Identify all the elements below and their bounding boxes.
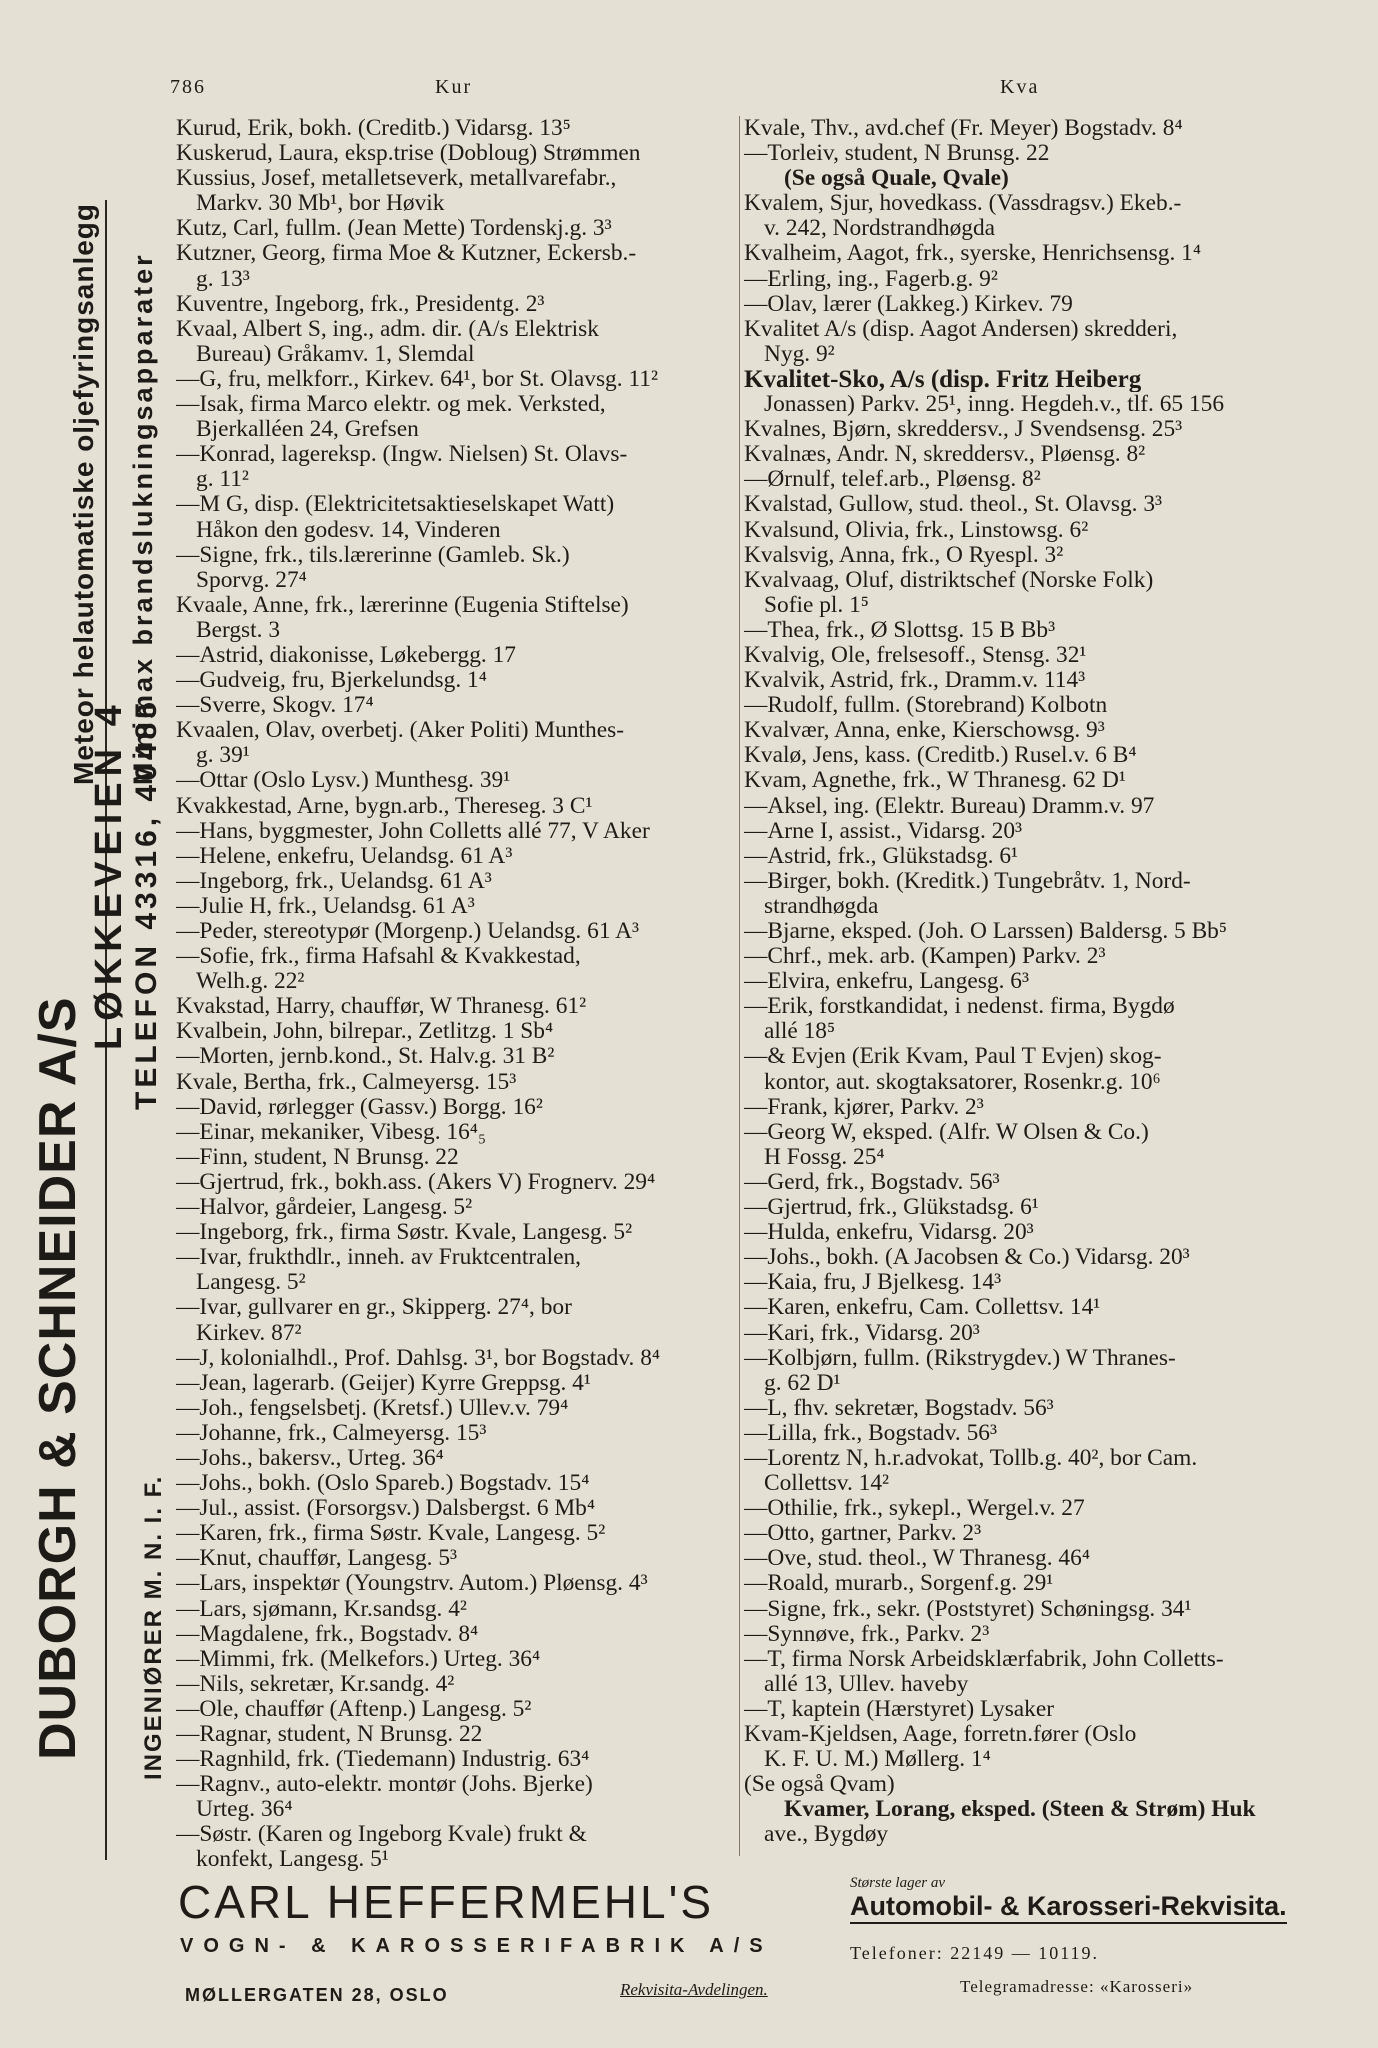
entry-line: —Hulda, enkefru, Vidarsg. 20³ [744, 1220, 1034, 1246]
entry-line: Kvaalen, Olav, overbetj. (Aker Politi) Munthes- [176, 718, 624, 744]
entry-line: —Lars, inspektør (Youngstrv. Autom.) Pløensg. 4³ [176, 1571, 648, 1597]
entry-line: —Sofie, frk., firma Hafsahl & Kvakkestad, [176, 944, 581, 970]
entry-line: —Chrf., mek. arb. (Kampen) Parkv. 2³ [744, 944, 1106, 970]
side-ad-lokkeveien: LØKKEVEIEN 4 [88, 699, 130, 1050]
entry-line: Kvaal, Albert S, ing., adm. dir. (A/s Elektrisk [176, 316, 599, 342]
entry-line: Kvalbein, John, bilrepar., Zetlitzg. 1 Sb⁴ [176, 1019, 554, 1045]
entry-line: Urteg. 36⁴ [196, 1797, 293, 1823]
side-ad-duborgh: DUBORGH & SCHNEIDER A/S [29, 996, 87, 1760]
ad-company-sub: VOGN- & KAROSSERIFABRIK A/S [180, 1935, 773, 1957]
entry-line: Kvalsund, Olivia, frk., Linstowsg. 6² [744, 517, 1089, 543]
entry-line: allé 13, Ullev. haveby [764, 1671, 969, 1697]
entry-line: Bergst. 3 [196, 617, 281, 643]
entry-line: —T, firma Norsk Arbeidsklærfabrik, John Colletts- [744, 1646, 1224, 1672]
entry-line: —Morten, jernb.kond., St. Halv.g. 31 B² [176, 1044, 555, 1070]
entry-line: —Ivar, gullvarer en gr., Skipperg. 27⁴, bor [176, 1295, 572, 1321]
entry-line: —Astrid, diakonisse, Løkebergg. 17 [176, 642, 516, 668]
entry-line: —Kari, frk., Vidarsg. 20³ [744, 1320, 980, 1346]
entry-line: —Astrid, frk., Glükstadsg. 6¹ [744, 843, 1019, 869]
entry-line: allé 18⁵ [764, 1019, 836, 1045]
entry-line: g. 13³ [196, 266, 250, 292]
entry-line: —Ole, chauffør (Aftenp.) Langesg. 5² [176, 1696, 532, 1722]
entry-line: Kvam-Kjeldsen, Aage, forretn.fører (Oslo [744, 1722, 1137, 1747]
entry-line: —Ivar, frukthdlr., inneh. av Fruktcentralen, [176, 1245, 582, 1271]
entry-line: Kvalvaag, Oluf, distriktschef (Norske Folk) [744, 567, 1154, 593]
entry-line: —Bjarne, eksped. (Joh. O Larssen) Baldersg. 5 Bb⁵ [744, 919, 1228, 944]
entry-line: H Fossg. 25⁴ [764, 1144, 885, 1170]
entry-line: —Lars, sjømann, Kr.sandsg. 4² [176, 1596, 467, 1622]
entry-line: Kvalnes, Bjørn, skreddersv., J Svendsensg. 25³ [744, 417, 1183, 443]
entry-line: —Thea, frk., Ø Slottsg. 15 B Bb³ [744, 617, 1056, 643]
entry-line: Collettsv. 14² [764, 1471, 890, 1497]
entry-line: —Knut, chauffør, Langesg. 5³ [176, 1546, 458, 1572]
entry-line: Kussius, Josef, metalletseverk, metallvarefabr., [176, 166, 617, 192]
entry-line: Kutz, Carl, fullm. (Jean Mette) Tordenskj.g. 3³ [176, 216, 612, 242]
entry-line: —Arne I, assist., Vidarsg. 20³ [744, 818, 1023, 844]
entry-line: —Ragnar, student, N Brunsg. 22 [176, 1722, 483, 1747]
entry-line: —Gerd, frk., Bogstadv. 56³ [744, 1169, 1000, 1195]
entry-line: —Ragnhild, frk. (Tiedemann) Industrig. 63⁴ [176, 1747, 590, 1773]
column-divider [739, 116, 740, 1856]
entry-line: —Elvira, enkefru, Langesg. 6³ [744, 969, 1030, 995]
entry-line: —Isak, firma Marco elektr. og mek. Verksted, [176, 392, 606, 418]
entry-line: —Hans, byggmester, John Colletts allé 77, V Aker [176, 818, 650, 844]
entry-line: —Ottar (Oslo Lysv.) Munthesg. 39¹ [176, 768, 511, 794]
entry-line: —Roald, murarb., Sorgenf.g. 29¹ [744, 1571, 1054, 1597]
entry-line: Nyg. 9² [764, 341, 835, 367]
entry-line: —Ragnv., auto-elektr. montør (Johs. Bjerke) [176, 1772, 593, 1798]
entry-line: Kvaale, Anne, frk., lærerinne (Eugenia Stiftelse) [176, 592, 629, 618]
entry-line: —Karen, frk., firma Søstr. Kvale, Langesg. 5² [176, 1521, 606, 1547]
entry-line: Kvakstad, Harry, chauffør, W Thranesg. 61² [176, 994, 587, 1020]
entry-line: Welh.g. 22² [196, 969, 305, 995]
entry-line: v. 242, Nordstrandhøgda [764, 216, 996, 242]
entry-line: kontor, aut. skogtaksatorer, Rosenkr.g. 10⁶ [764, 1069, 1161, 1095]
entry-line: Kvam, Agnethe, frk., W Thranesg. 62 D¹ [744, 768, 1126, 794]
entry-line: —Kaia, fru, J Bjelkesg. 14³ [744, 1270, 1002, 1296]
entry-line: —Signe, frk., tils.lærerinne (Gamleb. Sk.) [176, 542, 570, 568]
entry-line: Kutzner, Georg, firma Moe & Kutzner, Eckersb.- [176, 241, 637, 267]
entry-line: —Kolbjørn, fullm. (Rikstrygdev.) W Thranes- [744, 1345, 1176, 1371]
ad-company-name: CARL HEFFERMEHL'S [178, 1876, 715, 1928]
entry-line: —Einar, mekaniker, Vibesg. 16⁴₅ [176, 1119, 487, 1145]
entry-line: —Torleiv, student, N Brunsg. 22 [744, 141, 1050, 167]
entry-line: —Signe, frk., sekr. (Poststyret) Schøningsg. 34¹ [744, 1596, 1192, 1622]
entry-line: —Finn, student, N Brunsg. 22 [176, 1144, 459, 1170]
entry-line: Sofie pl. 1⁵ [764, 592, 869, 618]
entry-line: Kuventre, Ingeborg, frk., Presidentg. 2³ [176, 291, 545, 317]
entry-line: konfekt, Langesg. 5¹ [196, 1847, 389, 1873]
entry-line: g. 62 D¹ [764, 1370, 841, 1396]
entry-line: —Ørnulf, telef.arb., Pløensg. 8² [744, 467, 1041, 493]
bottom-advertisement [140, 1875, 1310, 2025]
entry-line: Markv. 30 Mb¹, bor Høvik [196, 191, 445, 217]
entry-line: —Birger, bokh. (Kreditk.) Tungebråtv. 1, Nord- [744, 868, 1191, 894]
entry-line: Kvakkestad, Arne, bygn.arb., Thereseg. 3 C¹ [176, 793, 593, 819]
entry-line: —Ingeborg, frk., Uelandsg. 61 A³ [176, 868, 492, 894]
ad-automobil: Automobil- & Karosseri-Rekvisita. [850, 1891, 1287, 1924]
entry-line: —Sverre, Skogv. 17⁴ [176, 693, 374, 719]
entry-line: Kvalstad, Gullow, stud. theol., St. Olavsg. 3³ [744, 492, 1163, 518]
entry-line: Kuskerud, Laura, eksp.trise (Dobloug) Strømmen [176, 141, 641, 167]
entry-line: —Jean, lagerarb. (Geijer) Kyrre Greppsg. 4¹ [176, 1370, 591, 1396]
entry-line: Kvalø, Jens, kass. (Creditb.) Rusel.v. 6 B⁴ [744, 743, 1137, 769]
entry-line: Kvalvig, Ole, frelsesoff., Stensg. 32¹ [744, 642, 1087, 668]
entry-line: g. 11² [196, 467, 249, 493]
entry-line: Jonassen) Parkv. 25¹, inng. Hegdeh.v., tlf. 65 156 [764, 392, 1225, 418]
entry-line: —Lilla, frk., Bogstadv. 56³ [744, 1420, 998, 1446]
entry-line: —Rudolf, fullm. (Storebrand) Kolbotn [744, 693, 1108, 719]
entry-line: Kvamer, Lorang, eksped. (Steen & Strøm) Huk [784, 1797, 1256, 1823]
entry-line: —Magdalene, frk., Bogstadv. 8⁴ [176, 1621, 479, 1647]
entry-line: —Gjertrud, frk., bokh.ass. (Akers V) Frognerv. 29⁴ [176, 1169, 656, 1195]
side-ad-meteor: Meteor helautomatiske oljefyringsanlegg [68, 202, 99, 785]
entry-line: Kurud, Erik, bokh. (Creditb.) Vidarsg. 13⁵ [176, 116, 571, 141]
entry-line: —Ingeborg, frk., firma Søstr. Kvale, Langesg. 5² [176, 1220, 633, 1246]
entry-line: —Søstr. (Karen og Ingeborg Kvale) frukt & [176, 1822, 587, 1848]
entry-line: —Aksel, ing. (Elektr. Bureau) Dramm.v. 97 [744, 793, 1155, 819]
entry-line: —J, kolonialhdl., Prof. Dahlsg. 3¹, bor Bogstadv. 8⁴ [176, 1345, 661, 1371]
entry-line: —Halvor, gårdeier, Langesg. 5² [176, 1195, 473, 1221]
entry-line: Langesg. 5² [196, 1270, 306, 1296]
entry-line: Kvalvik, Astrid, frk., Dramm.v. 114³ [744, 668, 1086, 694]
entry-line: —Peder, stereotypør (Morgenp.) Uelandsg. 61 A³ [176, 919, 639, 944]
entry-line: —Gudveig, fru, Bjerkelundsg. 1⁴ [176, 668, 487, 694]
entry-line: strandhøgda [764, 893, 879, 919]
ad-address: MØLLERGATEN 28, OSLO [185, 1985, 449, 2005]
entry-line: —Erik, forstkandidat, i nedenst. firma, Bygdø [744, 994, 1175, 1020]
entry-line: Kvalvær, Anna, enke, Kierschowsg. 9³ [744, 718, 1105, 744]
side-ad-minimax: Minimax brandslukningsapparater [128, 252, 158, 785]
entry-line: —Erling, ing., Fagerb.g. 9² [744, 266, 998, 292]
entry-line: Kvalitet-Sko, A/s (disp. Fritz Heiberg [744, 366, 1142, 393]
entry-line: Kvalheim, Aagot, frk., syerske, Henrichsensg. 1⁴ [744, 241, 1202, 267]
entry-line: Sporvg. 27⁴ [196, 567, 307, 593]
entry-line: (Se også Qvam) [744, 1772, 895, 1798]
ad-rekvisita: Rekvisita-Avdelingen. [620, 1980, 768, 1999]
entry-line: (Se også Quale, Qvale) [784, 166, 1009, 192]
ad-storste: Største lager av [850, 1875, 945, 1891]
entry-line: Håkon den godesv. 14, Vinderen [196, 517, 501, 543]
entry-line: —Karen, enkefru, Cam. Collettsv. 14¹ [744, 1295, 1101, 1321]
entry-line: —Ove, stud. theol., W Thranesg. 46⁴ [744, 1546, 1090, 1572]
entry-line: —Helene, enkefru, Uelandsg. 61 A³ [176, 843, 513, 869]
right-column [744, 116, 1314, 1847]
page-number: 786 [170, 76, 206, 98]
entry-line: —Julie H, frk., Uelandsg. 61 A³ [176, 893, 475, 919]
entry-line: ave., Bygdøy [764, 1822, 889, 1848]
entry-line: —Konrad, lagereksp. (Ingw. Nielsen) St. Olavs- [176, 442, 628, 468]
entry-line: —Otto, gartner, Parkv. 2³ [744, 1521, 982, 1547]
entry-line: —G, fru, melkforr., Kirkev. 64¹, bor St. Olavsg. 11² [176, 366, 658, 392]
entry-line: —& Evjen (Erik Kvam, Paul T Evjen) skog- [744, 1044, 1162, 1070]
entry-line: K. F. U. M.) Møllerg. 1⁴ [764, 1747, 991, 1773]
entry-line: —Mimmi, frk. (Melkefors.) Urteg. 36⁴ [176, 1646, 541, 1672]
entry-line: —David, rørlegger (Gassv.) Borgg. 16² [176, 1094, 543, 1120]
entry-line: Kirkev. 87² [196, 1320, 302, 1346]
entry-line: —Johs., bakersv., Urteg. 36⁴ [176, 1445, 444, 1471]
ad-telegram: Telegramadresse: «Karosseri» [960, 1977, 1194, 1996]
header-left-word: Kur [435, 76, 473, 98]
entry-line: —Synnøve, frk., Parkv. 2³ [744, 1621, 990, 1647]
entry-line: Bureau) Gråkamv. 1, Slemdal [196, 341, 475, 367]
entry-line: —Lorentz N, h.r.advokat, Tollb.g. 40², bor Cam. [744, 1445, 1198, 1471]
entry-line: —Jul., assist. (Forsorgsv.) Dalsbergst. 6 Mb⁴ [176, 1496, 596, 1522]
entry-line: —Othilie, frk., sykepl., Wergel.v. 27 [744, 1496, 1085, 1522]
side-ad-ingeniorer: INGENIØRER M. N. I. F. [140, 1474, 167, 1780]
entry-line: —Olav, lærer (Lakkeg.) Kirkev. 79 [744, 291, 1073, 317]
side-ad-telefon: TELEFON 43316, 40485 [130, 698, 163, 1110]
entry-line: —Gjertrud, frk., Glükstadsg. 6¹ [744, 1195, 1039, 1221]
entry-line: —T, kaptein (Hærstyret) Lysaker [744, 1696, 1055, 1722]
entry-line: g. 39¹ [196, 743, 250, 769]
entry-line: —L, fhv. sekretær, Bogstadv. 56³ [744, 1395, 1054, 1421]
entry-line: Bjerkalléen 24, Grefsen [196, 417, 419, 443]
header-right-word: Kva [1000, 76, 1040, 98]
entry-line: —Johs., bokh. (Oslo Spareb.) Bogstadv. 15⁴ [176, 1471, 590, 1497]
entry-line: —Georg W, eksped. (Alfr. W Olsen & Co.) [744, 1119, 1149, 1145]
entry-line: Kvalem, Sjur, hovedkass. (Vassdragsv.) Ekeb.- [744, 191, 1182, 217]
ad-telefoner: Telefoner: 22149 — 10119. [850, 1943, 1100, 1963]
entry-line: —Johanne, frk., Calmeyersg. 15³ [176, 1420, 487, 1446]
entry-line: —M G, disp. (Elektricitetsaktieselskapet Watt) [176, 492, 615, 518]
entry-line: —Johs., bokh. (A Jacobsen & Co.) Vidarsg. 20³ [744, 1245, 1190, 1271]
entry-line: Kvalnæs, Andr. N, skreddersv., Pløensg. 8² [744, 442, 1146, 468]
entry-line: Kvale, Bertha, frk., Calmeyersg. 15³ [176, 1069, 517, 1095]
left-column [176, 116, 736, 1873]
entry-line: —Frank, kjører, Parkv. 2³ [744, 1094, 984, 1120]
entry-line: Kvale, Thv., avd.chef (Fr. Meyer) Bogstadv. 8⁴ [744, 116, 1183, 141]
entry-line: —Joh., fengselsbetj. (Kretsf.) Ullev.v. 79⁴ [176, 1395, 569, 1421]
entry-line: Kvalsvig, Anna, frk., O Ryespl. 3² [744, 542, 1064, 568]
entry-line: —Nils, sekretær, Kr.sandg. 4² [176, 1671, 455, 1697]
entry-line: Kvalitet A/s (disp. Aagot Andersen) skredderi, [744, 316, 1178, 342]
